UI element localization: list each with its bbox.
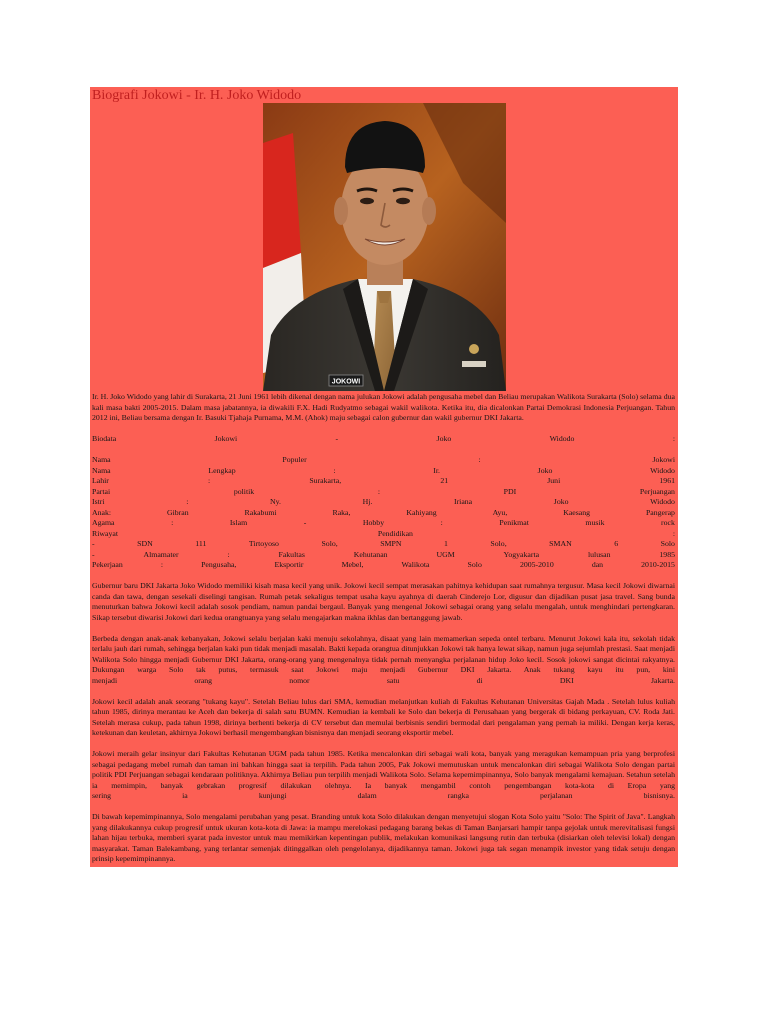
biodata-cell: 21 (440, 476, 449, 485)
biodata-cell: Pengusaha, (201, 560, 237, 569)
paragraph-word: DKI (559, 675, 574, 685)
biodata-cell: Hj. (362, 497, 373, 506)
biodata-block (92, 434, 675, 571)
biodata-header-word: Jokowi (214, 434, 238, 443)
paragraph-word: satu (386, 675, 400, 685)
paragraph-word: sering (92, 791, 112, 800)
paragraph-word: bisnisnya. (643, 791, 675, 800)
biodata-row (92, 497, 675, 508)
paragraph-text: Di bawah kepemimpinannya, Solo mengalami perubahan yang pesat. Branding untuk kota Solo dilakukan dengan menyetujui slogan Kota Solo yaitu "Solo: The Spirit of Java". Langkah yang dilakukannya cukup progresif untuk ukuran kota-kota di Jawa: ia mampu merelokasi pedagang barang bekas di Taman Banjarsari hampir tanpa gejolak untuk merevitalisasi fungsi lahan hijau terbuka, memberi syarat pada investor untuk mau memikirkan kepentingan publik, melakukan komunikasi langsung rutin dan terbuka (disiarkan oleh televisi lokal) dengan masyarakat. Taman Balekambang, yang terlantar semenjak ditinggalkan oleh pengelolanya, dijadikannya taman. Jokowi juga tak segan menampik investor yang tidak setuju dengan prinsip kepemimpinannya. (92, 812, 675, 863)
biodata-cell: - (92, 549, 95, 559)
biodata-cell: UGM (436, 549, 455, 559)
biodata-cell: Kahiyang (406, 507, 437, 517)
paragraph-word: nomor (289, 675, 310, 685)
biodata-header-word: - (335, 434, 339, 443)
paragraph-text: Jokowi kecil adalah anak seorang "tukang kayu". Setelah Beliau lulus dari SMA, kemudian melanjutkan kuliah di Fakultas Kehutanan Universitas Gajah Mada . Setelah lulus kuliah tahun 1985, dirinya merantau ke Aceh dan bekerja di salah satu BUMN. Kemudian ia kembali ke Solo dan bekerja di Perusahaan yang bergerak di bidang perkayuan, CV. Roda Jati. Setelah merasa cukup, pada tahun 1998, dirinya berhenti bekerja di CV tersebut dan memulai berbisnis sendiri bermodal dari pengalaman yang pernah ia miliki. Dengan kerja keras, ketekunan dan keuletan, akhirnya Jokowi berhasil mengembangkan bisnisnya dan menjadi seorang eksportir mebel. (92, 696, 675, 737)
biodata-row (92, 539, 675, 550)
biodata-cell: Ayu, (492, 507, 508, 517)
article-paragraph (92, 749, 675, 802)
biodata-cell: Lahir (92, 476, 109, 485)
paragraph-word: perjalanan (540, 791, 573, 800)
biodata-cell: Islam (229, 518, 248, 527)
biodata-cell: Ny. (269, 497, 281, 506)
biodata-cell: : (478, 455, 481, 464)
paragraph-text: Berbeda dengan anak-anak kebanyakan, Jokowi selalu berjalan kaki menuju sekolahnya, disaat yang lain memamerkan sepeda ontel terbaru. Menurut Jokowi kala itu, sekolah tidak terlalu jauh dari rumah, sehingga berjalan kaki pun tidak menjadi masalah. Bakti kepada orangtua ditunjukkan Jokowi tak hanya lewat sikap, namun juga sejumlah prestasi. Saat menjadi Walikota Solo hingga menjadi Gubernur DKI Jakarta, orang-orang yang mengenalnya tidak pernah menyangka perjalanan hidup Joko kecil. Sosok jokowi sangat dicintai rakyatnya. Dukungan warga Solo tak putus, termasuk saat Jokowi maju menjadi Gubernur DKI Jakarta. Anak tukang kayu itu pun, kini (92, 633, 675, 674)
biodata-cell: Juni (547, 476, 561, 485)
biodata-row (92, 487, 675, 498)
biodata-cell: : (227, 549, 230, 559)
biodata-cell: Joko (537, 465, 553, 475)
biodata-cell: SDN (137, 539, 153, 548)
biodata-cell: rock (661, 518, 675, 527)
biodata-cell: Iriana (453, 497, 473, 506)
document-page (90, 87, 678, 867)
biodata-cell: Widodo (650, 497, 675, 506)
biodata-header-word: Biodata (92, 434, 117, 443)
biodata-cell: Rakabumi (244, 507, 277, 517)
biodata-cell: politik (233, 486, 255, 496)
biodata-cell: Jokowi (652, 455, 675, 464)
biodata-cell: Fakultas (278, 549, 305, 559)
name-tag-text: JOKOWI (331, 378, 361, 386)
biodata-cell: Eksportir (274, 560, 304, 569)
article-paragraph (92, 581, 675, 623)
biodata-cell: : (186, 497, 189, 506)
biodata-cell: Surakarta, (309, 476, 342, 485)
biodata-cell: dan (591, 560, 604, 569)
biodata-cell: Populer (282, 455, 307, 464)
biodata-header-word: Joko (436, 434, 452, 443)
paragraph-text: Jokowi meraih gelar insinyur dari Fakultas Kehutanan UGM pada tahun 1985. Ketika mencalonkan diri sebagai wali kota, banyak yang meragukan kemampuan pria yang berprofesi sebagai pedagang mebel rumah dan taman ini bahkan hingga saat ia terpilih. Pada tahun 2005, Pak Jokowi memutuskan untuk mencalonkan diri sebagai Walikota Solo dengan partai politik PDI Perjuangan sebagai kendaraan politiknya. Akhirnya Beliau pun terpilih menjadi Walikota Solo. Selama kepemimpinannya, Solo banyak mengalami kemajuan. Setahun setelah ia memimpin, banyak gebrakan progresif dilakukan olehnya. Ia banyak mengambil contoh pengembangan kota-kota di Eropa yang (92, 749, 675, 790)
biodata-cell: 1985 (659, 549, 675, 559)
biodata-row (92, 476, 675, 487)
biodata-row (92, 550, 675, 561)
biodata-cell: Pangerap (645, 507, 675, 517)
biodata-cell: Lengkap (208, 465, 236, 475)
biodata-cell: Solo, (490, 539, 507, 548)
biodata-cell: Riwayat (92, 528, 118, 538)
biodata-cell: Partai (92, 486, 111, 496)
biodata-cell: Anak: (92, 507, 112, 517)
paragraph-word: orang (194, 675, 213, 685)
biodata-cell: Almamater (143, 549, 179, 559)
biodata-cell: Gibran (166, 507, 189, 517)
biodata-cell: Pendidikan (377, 528, 413, 538)
paragraph-word: di (476, 675, 483, 685)
biodata-cell: Nama (92, 455, 111, 464)
biodata-cell: Hobby (362, 518, 385, 527)
article-paragraphs (92, 581, 675, 865)
paragraph-word: rangka (447, 791, 469, 800)
biodata-cell: Kehutanan (353, 549, 388, 559)
biodata-header-word: : (672, 434, 675, 443)
paragraph-word: ia (182, 791, 188, 800)
paragraph-word: menjadi (92, 675, 118, 685)
biodata-cell: Istri (92, 497, 105, 506)
biodata-cell: : (208, 476, 211, 485)
biodata-cell: 1 (443, 539, 448, 548)
article-paragraph (92, 634, 675, 687)
biodata-cell: Walikota (401, 560, 430, 569)
page-title: Biografi Jokowi - Ir. H. Joko Widodo (92, 88, 302, 103)
biodata-header-word: Widodo (549, 434, 575, 443)
biodata-cell: Raka, (332, 507, 351, 517)
paragraph-last-line (92, 791, 675, 802)
article-paragraph (92, 812, 675, 865)
biodata-cell: Kaesang (563, 507, 591, 517)
biodata-cell: 2010-2015 (641, 560, 675, 569)
biodata-cell: 2005-2010 (519, 560, 554, 569)
biodata-cell: Solo, (321, 539, 338, 548)
biodata-cell: : (333, 465, 336, 475)
biodata-row (92, 508, 675, 519)
article-body (92, 392, 675, 875)
biodata-cell: Nama (92, 465, 111, 475)
biodata-cell: : (171, 518, 174, 527)
biodata-cell: lulusan (587, 549, 611, 559)
biodata-row (92, 529, 675, 540)
biodata-cell: SMPN (380, 539, 402, 548)
biodata-row (92, 518, 675, 529)
biodata-cell: musik (585, 518, 605, 527)
biodata-row (92, 560, 675, 571)
paragraph-text: Gubernur baru DKI Jakarta Joko Widodo memiliki kisah masa kecil yang unik. Jokowi kecil sempat merasakan pahitnya kehidupan saat rumahnya tergusur. Masa kecil Jokowi diwarnai canda dan tawa, dengan sesekali diselingi tangisan. Rumah petak sekaligus tempat usaha kayu ayahnya di daerah Cinderejo Lor, digusur dan dijadikan pusat jasa travel. Sang bunda menuturkan bahwa Jokowi kecil adalah sosok pendiam, namun pandai bergaul. Banyak yang mengenal Jokowi sebagai orang yang selalu mengalah, untuk menghindari pertengkaran. Sikap tersebut diwarisi Jokowi dari kedua orangtuanya yang selalu mengajarkan makna ikhlas dan bertanggung jawab. (92, 581, 675, 622)
biodata-cell: Yogyakarta (503, 549, 540, 559)
biodata-header (92, 434, 675, 445)
portrait-illustration (263, 103, 506, 391)
article-paragraph (92, 697, 675, 739)
biodata-cell: : (440, 518, 443, 527)
biodata-rows (92, 455, 675, 571)
portrait-photo (263, 103, 506, 391)
biodata-cell: Widodo (650, 465, 675, 475)
biodata-cell: Pekerjaan (92, 560, 123, 569)
biodata-cell: - (303, 518, 307, 527)
biodata-cell: 6 (614, 539, 619, 548)
biodata-cell: 1961 (659, 476, 675, 485)
biodata-cell: SMAN (549, 539, 572, 548)
biodata-cell: Ir. (433, 465, 440, 475)
intro-paragraph: Ir. H. Joko Widodo yang lahir di Surakarta, 21 Juni 1961 lebih dikenal dengan nama julukan Jokowi adalah pengusaha mebel dan Beliau merupakan Walikota Surakarta (Solo) selama dua kali masa bakti 2005-2015. Dalam masa jabatannya, ia diwakili F.X. Hadi Rudyatmo sebagai wakil walikota. Ketika itu, dia dicalonkan Partai Demokrasi Indonesia Perjuangan. Tahun 2012 ini, Beliau bersama dengan Ir. Basuki Tjahaja Purnama, M.M. (Ahok) maju sebagai calon gubernur dan wakil gubernur DKI Jakarta. (92, 392, 675, 422)
biodata-cell: Perjuangan (639, 486, 675, 496)
biodata-cell: Agama (92, 518, 115, 527)
biodata-cell: Joko (553, 497, 569, 506)
biodata-cell: : (672, 528, 675, 538)
paragraph-last-line (92, 676, 675, 687)
biodata-cell: - (92, 539, 95, 548)
biodata-cell: Penikmat (499, 518, 529, 527)
biodata-cell: Solo (660, 539, 675, 548)
biodata-cell: 111 (195, 539, 207, 548)
biodata-cell: Solo (467, 560, 482, 569)
biodata-cell: PDI (503, 486, 517, 496)
biodata-row (92, 455, 675, 466)
biodata-row (92, 466, 675, 477)
paragraph-word: Jakarta. (650, 675, 675, 685)
biodata-cell: : (160, 560, 163, 569)
biodata-cell: : (377, 486, 381, 496)
biodata-cell: Tirtoyoso (248, 539, 279, 548)
biodata-cell: Mebel, (341, 560, 364, 569)
paragraph-word: kunjungi (258, 791, 287, 800)
paragraph-word: dalam (357, 791, 377, 800)
